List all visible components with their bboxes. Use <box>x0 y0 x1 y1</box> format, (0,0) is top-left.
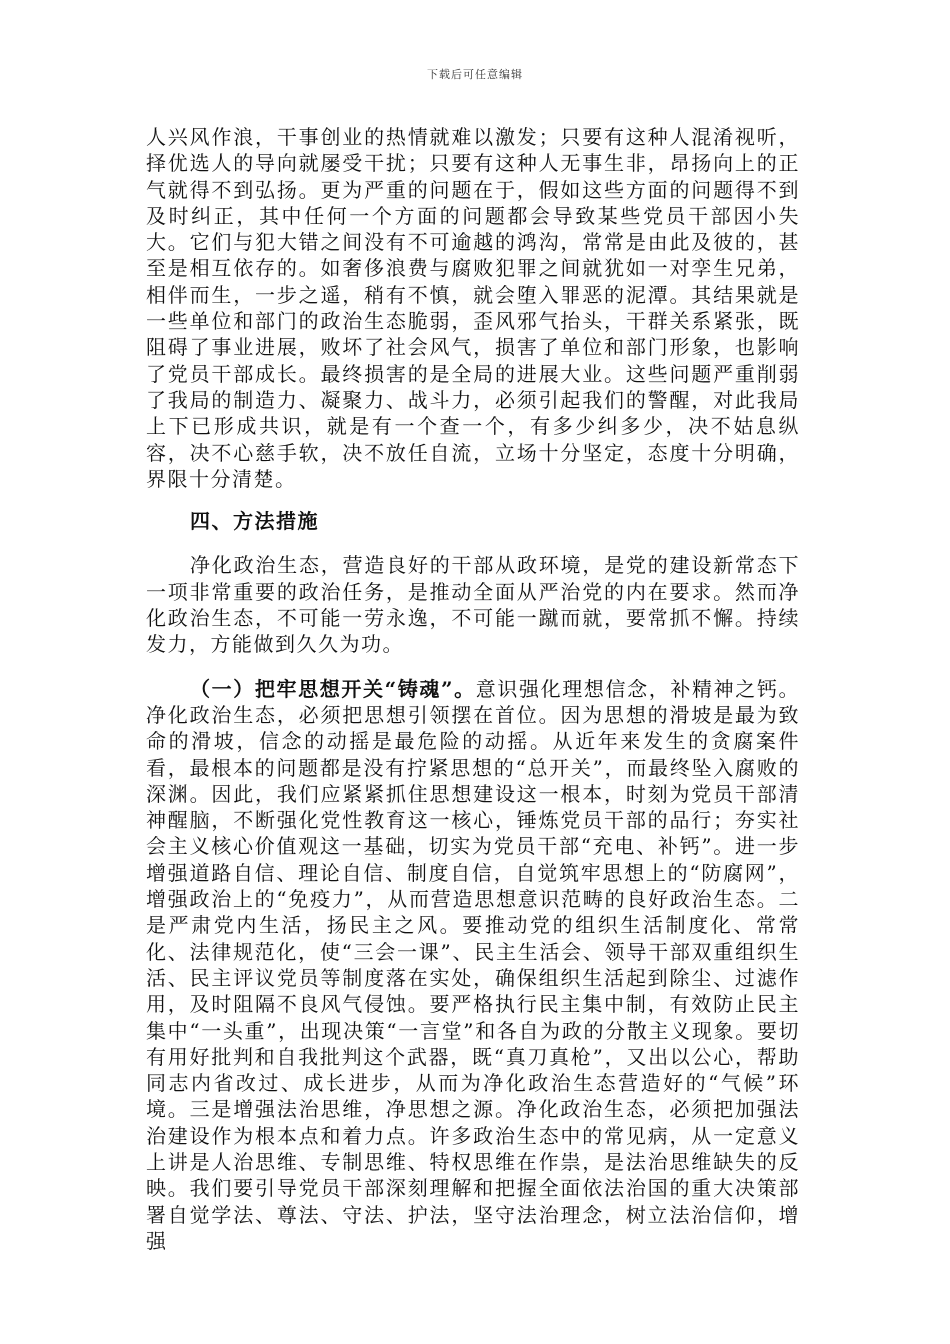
section-heading: 四、方法措施 <box>190 509 319 534</box>
document-body <box>146 124 800 1254</box>
paragraph-section-intro: 净化政治生态，营造良好的干部从政环境，是党的建设新常态下一项非常重要的政治任务，是推动全面从严治党的内在要求。然而净化政治生态，不可能一劳永逸，不可能一蹴而就，要常抓不懈。持续发力，方能做到久久为功。 <box>146 553 800 657</box>
subsection-title: （一）把牢思想开关“铸魂”。 <box>190 676 476 701</box>
page-header-note: 下载后可任意编辑 <box>427 68 523 81</box>
paragraph-subsection-one <box>146 676 800 1255</box>
paragraph-continuation: 人兴风作浪，干事创业的热情就难以激发；只要有这种人混淆视听，择优选人的导向就屡受干扰；只要有这种人无事生非，昂扬向上的正气就得不到弘扬。更为严重的问题在于，假如这些方面的问题得不到及时纠正，其中任何一个方面的问题都会导致某些党员干部因小失大。它们与犯大错之间没有不可逾越的鸿沟，常常是由此及彼的，甚至是相互依存的。如奢侈浪费与腐败犯罪之间就犹如一对孪生兄弟，相伴而生，一步之遥，稍有不慎，就会堕入罪恶的泥潭。其结果就是一些单位和部门的政治生态脆弱，歪风邪气抬头，干群关系紧张，既阻碍了事业进展，败坏了社会风气，损害了单位和部门形象，也影响了党员干部成长。最终损害的是全局的进展大业。这些问题严重削弱了我局的制造力、凝聚力、战斗力，必须引起我们的警醒，对此我局上下已形成共识，就是有一个查一个，有多少纠多少，决不姑息纵容，决不心慈手软，决不放任自流，立场十分坚定，态度十分明确，界限十分清楚。 <box>146 125 800 491</box>
subsection-body: 意识强化理想信念，补精神之钙。净化政治生态，必须把思想引领摆在首位。因为思想的滑坡是最为致命的滑坡，信念的动摇是最危险的动摇。从近年来发生的贪腐案件看，最根本的问题都是没有拧紧思想的“总开关”，而最终坠入腐败的深渊。因此，我们应紧紧抓住思想建设这一根本，时刻为党员干部清神醒脑，不断强化党性教育这一核心，锤炼党员干部的品行；夯实社会主义核心价值观这一基础，切实为党员干部“充电、补钙”。进一步增强道路自信、理论自信、制度自信，自觉筑牢思想上的“防腐网”，增强政治上的“免疫力”，从而营造思想意识范畴的良好政治生态。二是严肃党内生活，扬民主之风。要推动党的组织生活制度化、常常化、法律规范化，使“三会一课”、民主生活会、领导干部双重组织生活、民主评议党员等制度落在实处，确保组织生活起到除尘、过滤作用，及时阻隔不良风气侵蚀。要严格执行民主集中制，有效防止民主集中“一头重”，出现决策“一言堂”和各自为政的分散主义现象。要切有用好批判和自我批判这个武器，既“真刀真枪”，又出以公心，帮助同志内省改过、成长进步，从而为净化政治生态营造好的“气候”环境。三是增强法治思维，净思想之源。净化政治生态，必须把加强法治建设作为根本点和着力点。许多政治生态中的常见病，从一定意义上讲是人治思维、专制思维、特权思维在作祟，是法治思维缺失的反映。我们要引导党员干部深刻理解和把握全面依法治国的重大决策部署自觉学法、尊法、守法、护法，坚守法治理念，树立法治信仰，增强 <box>146 676 800 1253</box>
